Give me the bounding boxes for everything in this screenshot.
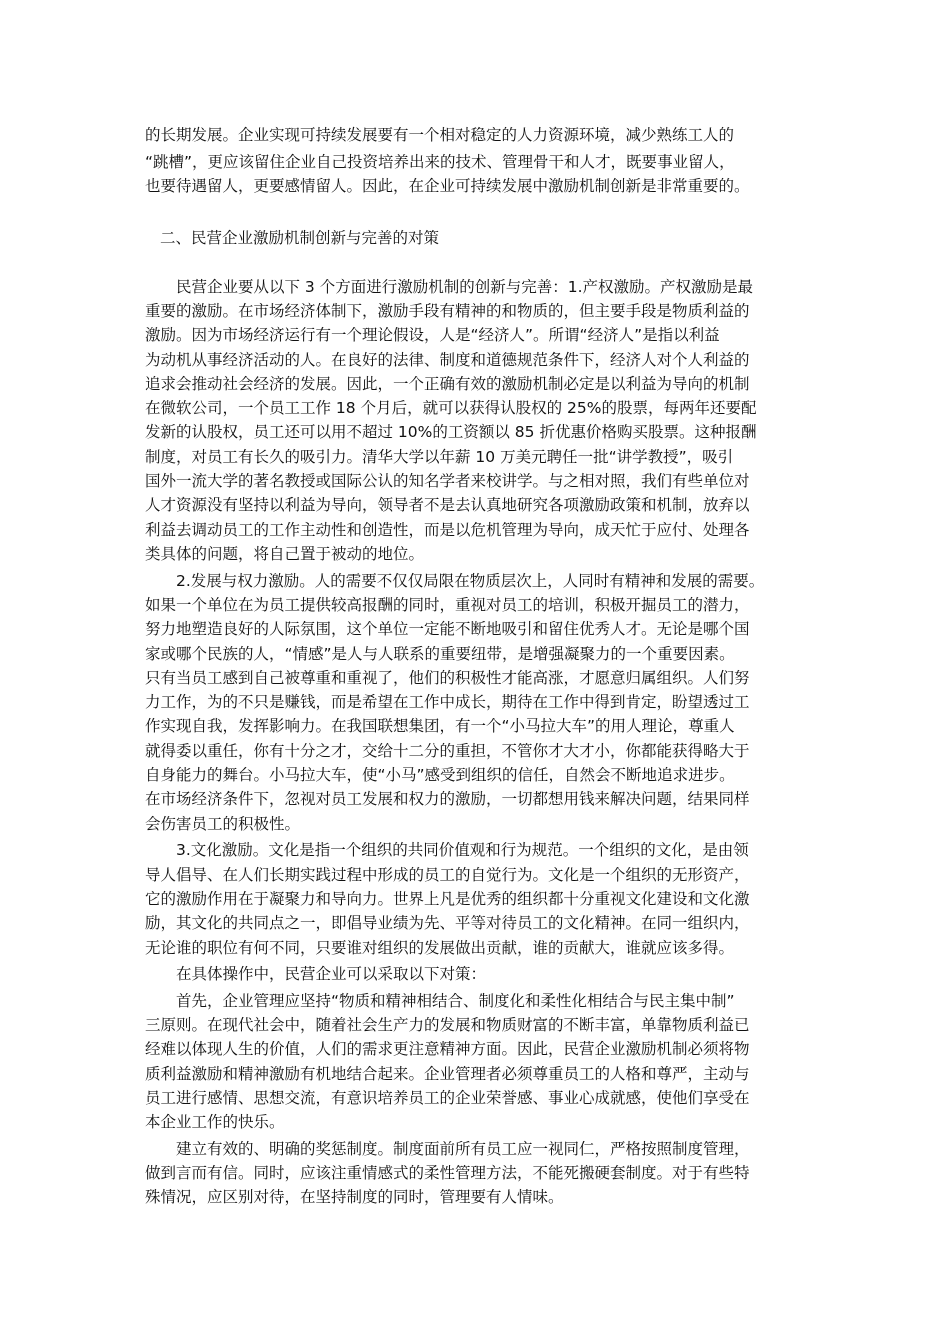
body-line: 本企业工作的快乐。 — [145, 1113, 285, 1131]
body-line: 利益去调动员工的工作主动性和创造性，而是以危机管理为导向，成天忙于应付、处理各 — [145, 521, 750, 539]
body-line: 重要的激励。在市场经济体制下，激励手段有精神的和物质的，但主要手段是物质利益的 — [145, 302, 750, 320]
body-line: 激励。因为市场经济运行有一个理论假设，人是“经济人”。所谓“经济人”是指以利益 — [145, 326, 720, 344]
intro-line: “跳槽”，更应该留住企业自己投资培养出来的技术、管理骨干和人才，既要事业留人， — [145, 153, 735, 171]
body-line: 建立有效的、明确的奖惩制度。制度面前所有员工应一视同仁，严格按照制度管理， — [145, 1140, 750, 1158]
body-line: 首先，企业管理应坚持“物质和精神相结合、制度化和柔性化相结合与民主集中制” — [145, 992, 735, 1010]
body-line: 自身能力的舞台。小马拉大车，使“小马”感受到组织的信任，自然会不断地追求进步。 — [145, 766, 735, 784]
intro-line: 的长期发展。企业实现可持续发展要有一个相对稳定的人力资源环境，减少熟练工人的 — [145, 126, 735, 144]
body-line: 力工作，为的不只是赚钱，而是希望在工作中成长，期待在工作中得到肯定，盼望透过工 — [145, 693, 750, 711]
body-line: 员工进行感情、思想交流，有意识培养员工的企业荣誉感、事业心成就感，使他们享受在 — [145, 1089, 750, 1107]
body-line: 3.文化激励。文化是指一个组织的共同价值观和行为规范。一个组织的文化，是由领 — [145, 841, 749, 859]
body-line: 制度，对员工有长久的吸引力。清华大学以年薪 10 万美元聘任一批“讲学教授”，吸引 — [145, 448, 734, 466]
body-line: 就得委以重任，你有十分之才，交给十二分的重担，不管你才大才小，你都能获得略大于 — [145, 742, 750, 760]
body-line: 民营企业要从以下 3 个方面进行激励机制的创新与完善：1.产权激励。产权激励是最 — [145, 278, 754, 296]
body-line: 做到言而有信。同时，应该注重情感式的柔性管理方法，不能死搬硬套制度。对于有些特 — [145, 1164, 750, 1182]
body-line: 2.发展与权力激励。人的需要不仅仅局限在物质层次上，人同时有精神和发展的需要。 — [145, 572, 765, 590]
body-line: 经难以体现人生的价值，人们的需求更注意精神方面。因此，民营企业激励机制必须将物 — [145, 1040, 750, 1058]
body-line: 类具体的问题，将自己置于被动的地位。 — [145, 545, 425, 563]
body-line: 在具体操作中，民营企业可以采取以下对策： — [145, 965, 487, 983]
body-line: 努力地塑造良好的人际氛围，这个单位一定能不断地吸引和留住优秀人才。无论是哪个国 — [145, 620, 750, 638]
body-line: 家或哪个民族的人，“情感”是人与人联系的重要纽带，是增强凝聚力的一个重要因素。 — [145, 645, 735, 663]
body-line: 质利益激励和精神激励有机地结合起来。企业管理者必须尊重员工的人格和尊严，主动与 — [145, 1065, 750, 1083]
body-line: 作实现自我，发挥影响力。在我国联想集团，有一个“小马拉大车”的用人理论，尊重人 — [145, 717, 735, 735]
section-heading: 二、民营企业激励机制创新与完善的对策 — [160, 229, 440, 247]
body-line: 导人倡导、在人们长期实践过程中形成的员工的自觉行为。文化是一个组织的无形资产， — [145, 866, 750, 884]
intro-line: 也要待遇留人，更要感情留人。因此，在企业可持续发展中激励机制创新是非常重要的。 — [145, 177, 750, 195]
body-line: 为动机从事经济活动的人。在良好的法律、制度和道德规范条件下，经济人对个人利益的 — [145, 351, 750, 369]
body-line: 会伤害员工的积极性。 — [145, 815, 301, 833]
body-line: 三原则。在现代社会中，随着社会生产力的发展和物质财富的不断丰富，单靠物质利益已 — [145, 1016, 750, 1034]
body-line: 追求会推动社会经济的发展。因此，一个正确有效的激励机制必定是以利益为导向的机制 — [145, 375, 750, 393]
body-line: 如果一个单位在为员工提供较高报酬的同时，重视对员工的培训，积极开掘员工的潜力， — [145, 596, 750, 614]
body-line: 励，其文化的共同点之一，即倡导业绩为先、平等对待员工的文化精神。在同一组织内， — [145, 914, 750, 932]
body-line: 殊情况，应区别对待，在坚持制度的同时，管理要有人情味。 — [145, 1188, 564, 1206]
body-line: 人才资源没有坚持以利益为导向，领导者不是去认真地研究各项激励政策和机制，放弃以 — [145, 496, 750, 514]
body-line: 它的激励作用在于凝聚力和导向力。世界上凡是优秀的组织都十分重视文化建设和文化激 — [145, 890, 750, 908]
body-line: 只有当员工感到自己被尊重和重视了，他们的积极性才能高涨，才愿意归属组织。人们努 — [145, 669, 750, 687]
body-line: 国外一流大学的著名教授或国际公认的知名学者来校讲学。与之相对照，我们有些单位对 — [145, 472, 750, 490]
body-line: 在市场经济条件下，忽视对员工发展和权力的激励，一切都想用钱来解决问题，结果同样 — [145, 790, 750, 808]
body-line: 无论谁的职位有何不同，只要谁对组织的发展做出贡献，谁的贡献大，谁就应该多得。 — [145, 939, 735, 957]
body-line: 发新的认股权，员工还可以用不超过 10%的工资额以 85 折优惠价格购买股票。这种报酬 — [145, 423, 757, 441]
body-line: 在微软公司，一个员工工作 18 个月后，就可以获得认股权的 25%的股票，每两年还要配 — [145, 399, 757, 417]
